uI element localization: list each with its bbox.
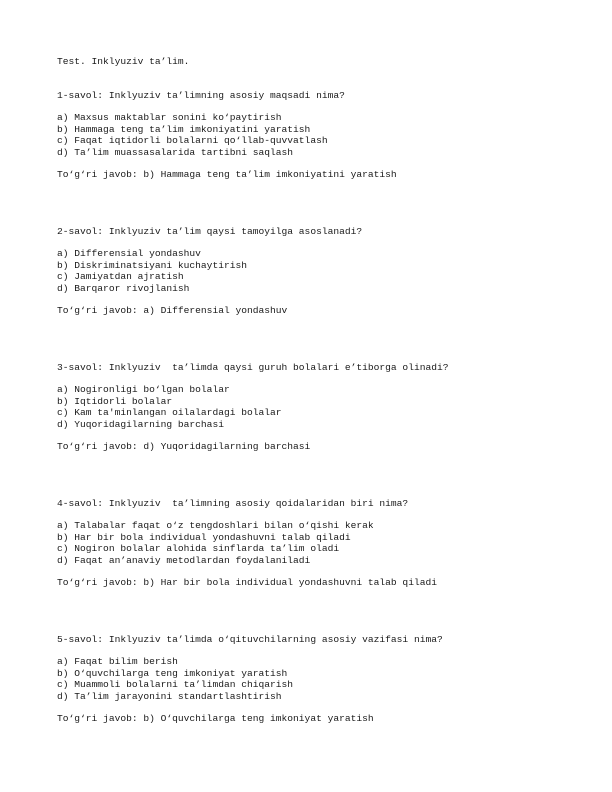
option-c: c) Nogiron bolalar alohida sinflarda ta’lim oladi [57,543,340,555]
question-block-4 [57,498,577,588]
option-a: a) Nogironligi bo‘lgan bolalar [57,384,230,396]
option-c: c) Jamiyatdan ajratish [57,271,184,283]
option-d: d) Ta’lim muassasalarida tartibni saqlash [57,146,294,158]
option-a: a) Talabalar faqat o‘z tengdoshlari bilan o‘qishi kerak [57,520,374,532]
document-title: Test. Inklyuziv ta’lim. [57,56,190,67]
option-b: b) O‘quvchilarga teng imkoniyat yaratish [57,667,288,679]
correct-answer: To‘g‘ri javob: a) Differensial yondashuv [57,305,288,317]
options-list [57,248,577,294]
option-b: b) Diskriminatsiyani kuchaytirish [57,259,247,271]
question-text: 4-savol: Inklyuziv ta’limning asosiy qoidalaridan biri nima? [57,498,409,509]
options-list [57,520,577,566]
option-c: c) Muammoli bolalarni ta’limdan chiqarish [57,679,294,691]
question-text: 1-savol: Inklyuziv ta’limning asosiy maqsadi nima? [57,90,345,101]
question-block-2 [57,226,577,316]
correct-answer: To‘g‘ri javob: b) Har bir bola individual yondashuvni talab qiladi [57,577,437,589]
options-list [57,112,577,158]
question-text: 2-savol: Inklyuziv ta’lim qaysi tamoyilga asoslanadi? [57,226,363,237]
options-list [57,656,577,702]
question-text: 3-savol: Inklyuziv ta’limda qaysi guruh bolalari e’tiborga olinadi? [57,362,449,373]
option-a: a) Faqat bilim berish [57,656,178,668]
question-block-5 [57,634,577,724]
question-block-1 [57,90,577,180]
option-c: c) Kam ta'minlangan oilalardagi bolalar [57,407,282,419]
option-d: d) Yuqoridagilarning barchasi [57,418,224,430]
question-block-3 [57,362,577,452]
correct-answer: To‘g‘ri javob: b) Hammaga teng ta’lim imkoniyatini yaratish [57,169,397,181]
option-b: b) Har bir bola individual yondashuvni talab qiladi [57,531,351,543]
option-d: d) Barqaror rivojlanish [57,282,190,294]
option-d: d) Faqat an’anaviy metodlardan foydalaniladi [57,554,311,566]
option-a: a) Differensial yondashuv [57,248,201,260]
option-c: c) Faqat iqtidorli bolalarni qo‘llab-quvvatlash [57,135,328,147]
options-list [57,384,577,430]
option-d: d) Ta’lim jarayonini standartlashtirish [57,690,282,702]
option-b: b) Iqtidorli bolalar [57,395,173,407]
option-a: a) Maxsus maktablar sonini ko‘paytirish [57,112,282,124]
correct-answer: To‘g‘ri javob: d) Yuqoridagilarning barchasi [57,441,311,453]
option-b: b) Hammaga teng ta’lim imkoniyatini yaratish [57,123,311,135]
question-text: 5-savol: Inklyuziv ta’limda o‘qituvchilarning asosiy vazifasi nima? [57,634,443,645]
correct-answer: To‘g‘ri javob: b) O‘quvchilarga teng imkoniyat yaratish [57,713,374,725]
